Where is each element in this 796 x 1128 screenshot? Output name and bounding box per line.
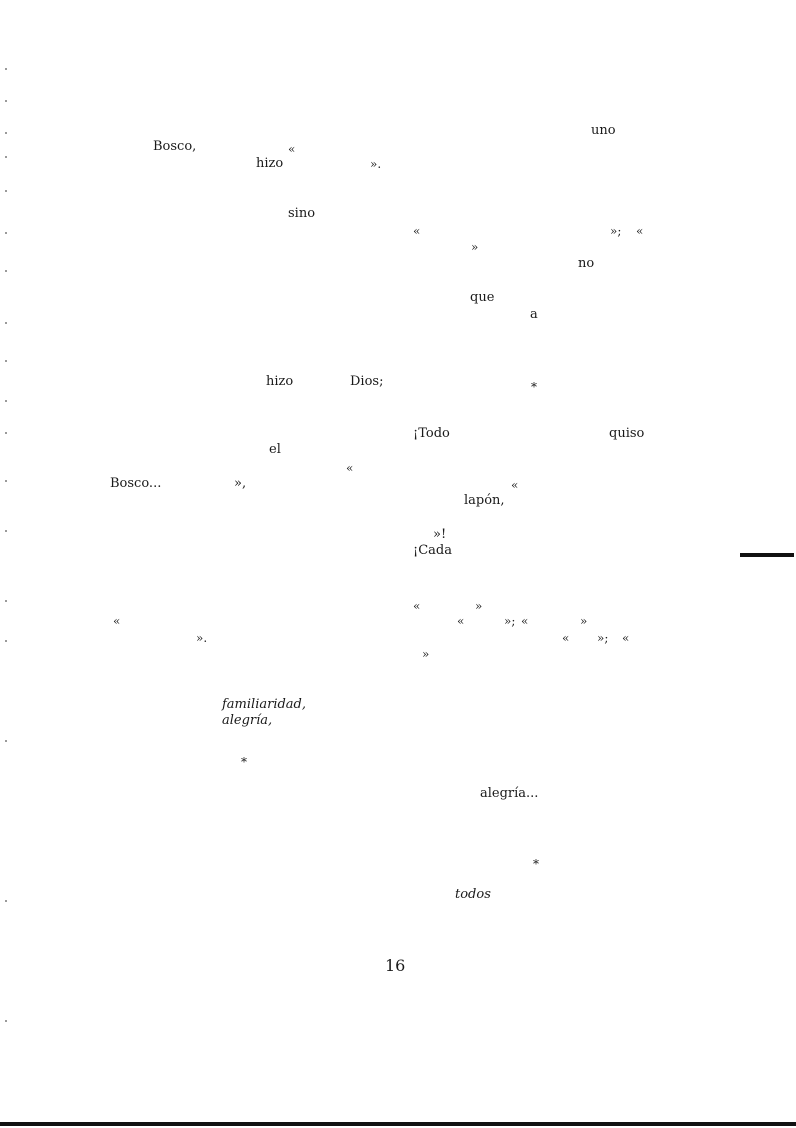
text-fragment: »! xyxy=(433,527,447,542)
text-fragment: « xyxy=(346,461,354,475)
text-fragment: », xyxy=(234,476,247,491)
text-fragment: que xyxy=(470,290,495,305)
text-fragment: todos xyxy=(455,887,491,902)
text-fragment: « xyxy=(457,614,465,628)
text-fragment: sino xyxy=(288,206,316,221)
text-fragment: « xyxy=(511,478,519,492)
text-fragment: Bosco, xyxy=(153,139,197,154)
text-fragment: »; xyxy=(610,224,622,238)
text-fragment: quiso xyxy=(609,426,645,441)
text-fragment: « xyxy=(113,614,121,628)
text-fragment: * xyxy=(533,857,539,871)
text-fragment: »; xyxy=(597,631,609,645)
text-fragment: no xyxy=(578,256,595,271)
text-fragment: « xyxy=(413,224,421,238)
text-fragment: » xyxy=(475,599,483,613)
text-fragment: ». xyxy=(196,631,208,645)
text-fragment: « xyxy=(288,142,296,156)
text-fragment: « xyxy=(521,614,529,628)
text-fragment: Dios; xyxy=(350,374,384,389)
text-fragment: » xyxy=(471,240,479,254)
text-fragment: » xyxy=(580,614,588,628)
text-fragment: hizo xyxy=(266,374,294,389)
text-fragment: ¡Cada xyxy=(413,543,452,558)
text-fragment: * xyxy=(241,755,247,769)
text-fragment: ¡Todo xyxy=(413,426,450,441)
text-fragment: « xyxy=(562,631,570,645)
text-fragment: familiaridad, xyxy=(222,697,307,712)
text-fragment: « xyxy=(413,599,421,613)
text-fragment: el xyxy=(269,442,281,457)
text-fragment: uno xyxy=(591,123,616,138)
text-fragment: ». xyxy=(370,157,382,171)
text-fragment: Bosco... xyxy=(110,476,162,491)
text-fragment: * xyxy=(531,380,537,394)
text-fragment: « xyxy=(622,631,630,645)
scan-edge-marks xyxy=(0,60,10,1060)
text-fragment: a xyxy=(530,307,538,322)
text-fragment: alegría, xyxy=(222,713,273,728)
text-fragment: lapón, xyxy=(464,493,505,508)
text-fragment: hizo xyxy=(256,156,284,171)
text-fragment: « xyxy=(636,224,644,238)
text-fragment: »; xyxy=(504,614,516,628)
text-fragment: alegría... xyxy=(480,786,539,801)
page-number: 16 xyxy=(385,956,406,975)
text-fragment: » xyxy=(422,647,430,661)
bottom-rule xyxy=(0,1122,796,1126)
margin-rule xyxy=(740,553,794,557)
